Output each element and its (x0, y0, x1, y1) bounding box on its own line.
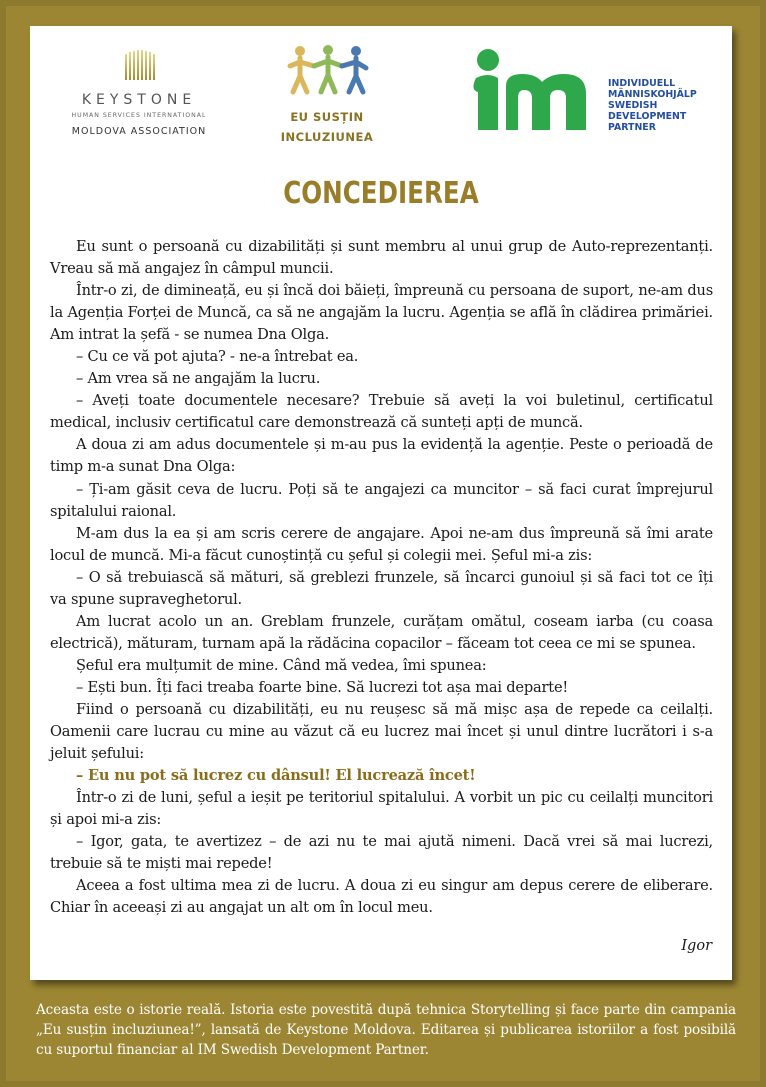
story-paragraph: Într-o zi de luni, șeful a ieșit pe teritoriul spitalului. A vorbit un pic cu ceilalți muncitori și apoi mi-a zis: (50, 789, 713, 829)
story-paragraph: M-am dus la ea și am scris cerere de angajare. Apoi ne-am dus împreună să îmi arate locul de muncă. Mi-a făcut cunoștință cu șeful și colegii mei. Șeful mi-a zis: (50, 524, 713, 564)
footer-note: Aceasta este o istorie reală. Istoria este povestită după tehnica Storytelling și face parte din campania „Eu susțin incluziunea!”, lansată de Keystone Moldova. Editarea și publicarea istoriilor a fost posibilă cu suportul financiar al IM Swedish Development Partner. (36, 1002, 736, 1058)
highlighted-quote: – Eu nu pot să lucrez cu dânsul! El lucrează încet! (76, 767, 476, 785)
story-paragraph: A doua zi am adus documentele și m-au pus la evidență la agenție. Peste o perioadă de timp m-a sunat Dna Olga: (50, 436, 713, 476)
keystone-mark-icon (122, 50, 158, 84)
story-paragraph: Aceea a fost ultima mea zi de lucru. A doua zi eu singur am depus cerere de eliberare. Chiar în aceeași zi au angajat un alt om în locul meu. (50, 877, 713, 917)
story-paragraph: Șeful era mulțumit de mine. Când mă vedea, îmi spunea: (76, 656, 487, 674)
im-line2: MÄNNISKOHJÄLP (608, 89, 697, 100)
story-paragraph: Într-o zi, de dimineață, eu și încă doi băieți, împreună cu persoana de suport, ne-am dus la Agenția Forței de Muncă, ca să ne angajăm la lucru. Agenția se află în clădirea primăriei. Am intrat la șefă - se numea Dna Olga. (50, 282, 713, 344)
im-line5: PARTNER (608, 122, 656, 133)
im-mark-icon (466, 46, 606, 136)
story-paragraph: – O să trebuiască să mături, să greblezi frunzele, să încarci gunoiul și să faci tot ce îți va spune supraveghetorul. (50, 568, 713, 608)
story-paragraph: – Aveți toate documentele necesare? Trebuie să aveți la voi buletinul, certificatul medical, inclusiv certificatul care demonstrează că sunteți apți de muncă. (50, 392, 713, 432)
story-paragraph: – Ești bun. Îți faci treaba foarte bine. Să lucrezi tot așa mai departe! (76, 678, 569, 696)
im-line3: SWEDISH (608, 100, 658, 111)
im-line1: INDIVIDUELL (608, 78, 676, 89)
story-body (50, 236, 713, 919)
keystone-subtitle: HUMAN SERVICES INTERNATIONAL (71, 112, 207, 119)
im-logo (466, 46, 716, 136)
im-line4: DEVELOPMENT (608, 111, 687, 122)
keystone-logo (64, 48, 214, 148)
author-signature: Igor (681, 938, 712, 954)
story-paragraph: – Cu ce vă pot ajuta? - ne-a întrebat ea. (76, 348, 359, 366)
keystone-name: KEYSTONE (81, 92, 197, 108)
story-paragraph: – Igor, gata, te avertizez – de azi nu te mai ajută nimeni. Dacă vrei să mai lucrezi, trebuie să te miști mai repede! (50, 833, 713, 873)
story-paragraph: – Am vrea să ne angajăm la lucru. (76, 370, 321, 388)
eu-sustin-line2: INCLUZIUNEA (280, 130, 374, 144)
story-title: CONCEDIEREA (283, 176, 479, 211)
story-card (30, 26, 732, 980)
story-paragraph: Am lucrat acolo un an. Greblam frunzele, curățam omătul, coseam iarba (cu coasa electrică), măturam, turnam apă la rădăcina copacilor – făceam tot ceea ce mi se spunea. (50, 612, 713, 652)
story-paragraph: Fiind o persoană cu dizabilități, eu nu reușesc să mă mișc așa de repede ca ceilalți. Oamenii care lucrau cu mine au văzut că eu lucrez mai încet și unul dintre lucrători i s-a jeluit șefului: (50, 700, 713, 763)
eu-sustin-line1: EU SUSȚIN (290, 110, 364, 124)
im-wordmark (608, 78, 718, 133)
people-holding-hands-icon (286, 44, 370, 96)
eu-sustin-logo (272, 44, 382, 144)
story-paragraph: Eu sunt o persoană cu dizabilități și sunt membru al unui grup de Auto-reprezentanți. Vreau să mă angajez în câmpul muncii. (50, 238, 713, 278)
story-paragraph: – Ți-am găsit ceva de lucru. Poți să te angajezi ca muncitor – să faci curat împrejurul spitalului raional. (50, 480, 713, 520)
keystone-association: MOLDOVA ASSOCIATION (71, 126, 207, 137)
